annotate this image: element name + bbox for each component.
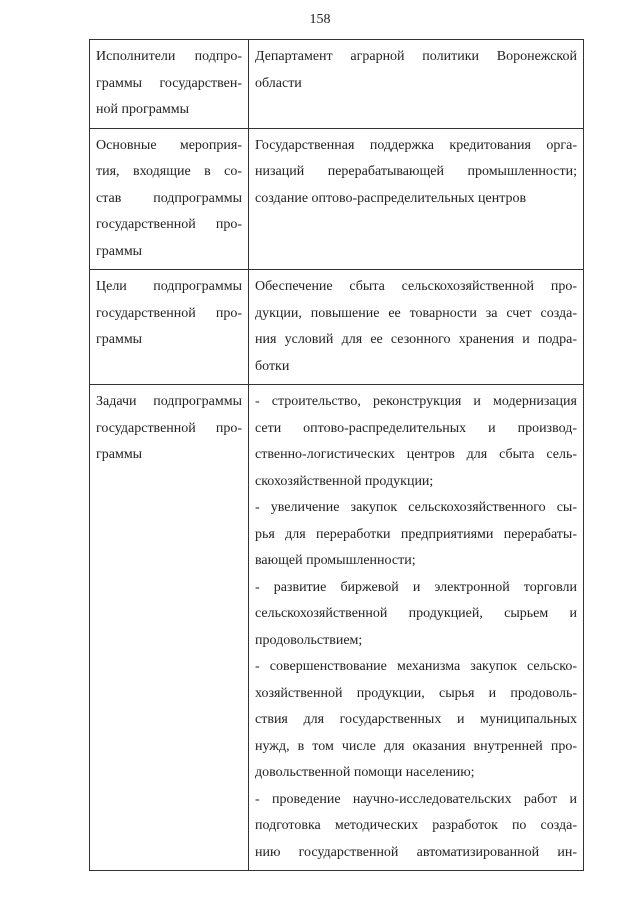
value-line: - строительство, реконструкция и модернизация	[255, 394, 577, 409]
label-line: государственной про-	[96, 305, 242, 321]
label-line: граммы	[96, 447, 143, 462]
table-row	[90, 128, 584, 270]
value-line: - проведение научно-исследовательских работ и	[255, 791, 577, 807]
label-line: тия, входящие в со-	[96, 164, 242, 179]
value-line: ботки	[255, 358, 290, 374]
value-line: хозяйственной продукции, сырья и продоволь-	[255, 685, 577, 701]
value-line: - развитие биржевой и электронной торговли	[255, 579, 577, 595]
value-line: вающей промышленности;	[255, 553, 416, 568]
value-line: нию государственной автоматизированной ин-	[255, 844, 577, 860]
value-line: ствия для государственных и муниципальных	[255, 712, 577, 727]
row-value-cell	[249, 385, 584, 871]
value-line: сети оптово-распределительных и производ-	[255, 420, 577, 436]
row-value-cell	[249, 270, 584, 385]
value-line: довольственной помощи населению;	[255, 765, 475, 780]
value-line: Департамент аграрной политики Воронежской	[255, 49, 577, 64]
label-line: государственной про-	[96, 420, 242, 436]
label-line: Цели подпрограммы	[96, 279, 242, 294]
table-row	[90, 270, 584, 385]
label-line: Задачи подпрограммы	[96, 394, 242, 409]
label-line: ной программы	[96, 102, 190, 117]
label-line: Основные мероприя-	[96, 137, 242, 153]
value-line: ния условий для ее сезонного хранения и подра-	[255, 332, 577, 347]
label-line: государственной про-	[96, 217, 242, 232]
value-line: ственно-логистических центров для сбыта сель-	[255, 447, 577, 462]
row-label-cell	[90, 385, 249, 871]
label-line: граммы	[96, 243, 143, 259]
value-line: - увеличение закупок сельскохозяйственного сы-	[255, 500, 577, 515]
value-line: продовольствием;	[255, 632, 363, 648]
value-line: нужд, в том числе для оказания внутренней про-	[255, 738, 577, 754]
table-row	[90, 40, 584, 129]
label-line: став подпрограммы	[96, 190, 242, 206]
value-line: Обеспечение сбыта сельскохозяйственной про-	[255, 279, 577, 294]
value-line: - совершенствование механизма закупок сельско-	[255, 659, 577, 674]
value-line: области	[255, 75, 302, 91]
program-passport-table	[89, 39, 584, 871]
row-label-cell	[90, 128, 249, 270]
value-line: дукции, повышение ее товарности за счет созда-	[255, 305, 577, 321]
row-label-cell	[90, 40, 249, 129]
value-line: низаций перерабатывающей промышленности;	[255, 164, 577, 179]
row-label-cell	[90, 270, 249, 385]
value-line: подготовка методических разработок по созда-	[255, 818, 577, 833]
row-value-cell	[249, 128, 584, 270]
row-value-cell	[249, 40, 584, 129]
value-line: скохозяйственной продукции;	[255, 473, 434, 489]
value-line: Государственная поддержка кредитования орга-	[255, 137, 577, 153]
table-row	[90, 385, 584, 871]
label-line: Исполнители подпро-	[96, 49, 242, 64]
label-line: граммы государствен-	[96, 75, 242, 91]
page-number: 158	[309, 12, 331, 27]
value-line: рья для переработки предприятиями перерабаты-	[255, 526, 577, 542]
value-line: сельскохозяйственной продукцией, сырьем и	[255, 606, 577, 621]
value-line: создание оптово-распределительных центров	[255, 190, 527, 206]
label-line: граммы	[96, 332, 143, 347]
